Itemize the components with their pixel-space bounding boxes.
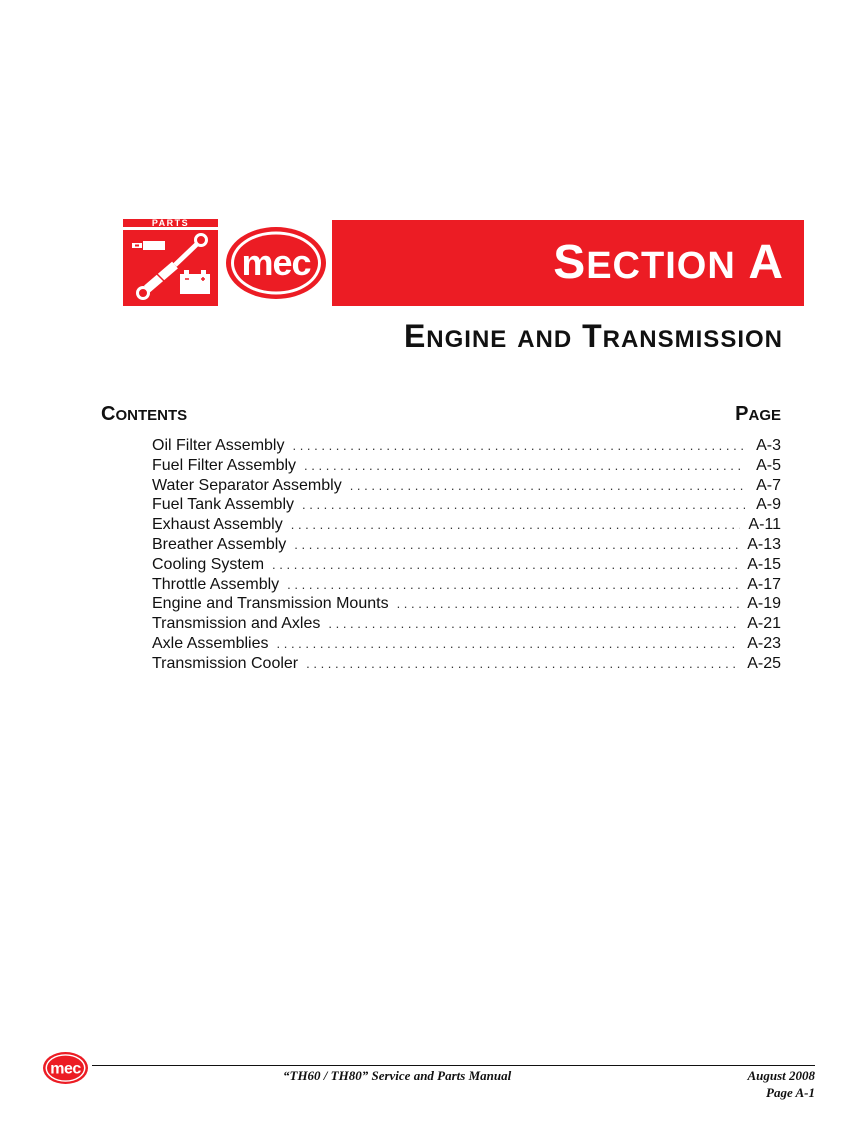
toc-entry-title: Transmission Cooler bbox=[152, 654, 299, 672]
footer-page-number: Page A-1 bbox=[766, 1085, 815, 1100]
toc-entry-title: Breather Assembly bbox=[152, 535, 287, 553]
toc-entry-title: Fuel Tank Assembly bbox=[152, 496, 294, 514]
toc-entry-page: A-3 bbox=[756, 437, 781, 454]
toc-entry-title: Fuel Filter Assembly bbox=[152, 456, 297, 474]
toc-entry-page: A-19 bbox=[747, 595, 781, 613]
mec-logo bbox=[224, 225, 328, 301]
toc-entry-title: Engine and Transmission Mounts bbox=[152, 595, 389, 613]
footer-manual-title: “TH60 / TH80” Service and Parts Manual bbox=[283, 1068, 512, 1083]
toc-entry[interactable] bbox=[152, 535, 781, 555]
section-title: SECTION A bbox=[553, 236, 784, 289]
toc-leader-dots bbox=[291, 515, 741, 535]
toc-leader-dots bbox=[277, 634, 740, 654]
parts-wrench-icon bbox=[123, 219, 218, 306]
toc-leader-dots bbox=[302, 495, 745, 515]
toc-leader-dots bbox=[292, 436, 745, 456]
toc-entry-title: Throttle Assembly bbox=[152, 575, 280, 593]
toc-entry-page: A-5 bbox=[756, 456, 781, 474]
chapter-title: ENGINE AND TRANSMISSION bbox=[403, 318, 783, 354]
footer-mec-logo bbox=[42, 1051, 89, 1085]
toc-leader-dots bbox=[350, 476, 745, 496]
toc-entry-page: A-7 bbox=[756, 476, 781, 494]
footer-divider bbox=[92, 1065, 815, 1066]
toc-entry-title: Cooling System bbox=[152, 555, 265, 573]
parts-badge-label: PARTS bbox=[151, 219, 190, 229]
toc-entry-page: A-15 bbox=[747, 555, 781, 573]
toc-entry[interactable] bbox=[152, 515, 781, 535]
toc-entry-page: A-23 bbox=[747, 634, 781, 652]
toc-leader-dots bbox=[272, 555, 739, 575]
contents-heading: CONTENTS bbox=[101, 403, 188, 425]
toc-entry-page: A-13 bbox=[747, 535, 781, 553]
toc-entry[interactable] bbox=[152, 575, 781, 595]
toc-entry-title: Water Separator Assembly bbox=[152, 476, 342, 494]
toc-entry-title: Axle Assemblies bbox=[152, 634, 269, 652]
toc-entry[interactable] bbox=[152, 614, 781, 634]
page-column-heading: PAGE bbox=[735, 403, 781, 425]
toc-leader-dots bbox=[304, 456, 745, 476]
toc-entry-page: A-25 bbox=[747, 654, 781, 672]
toc-leader-dots bbox=[397, 594, 740, 614]
toc-entry-title: Exhaust Assembly bbox=[152, 516, 283, 534]
toc-entry-page: A-21 bbox=[747, 615, 781, 633]
toc-entry-page: A-11 bbox=[748, 516, 781, 534]
toc-entry[interactable] bbox=[152, 654, 781, 674]
toc-leader-dots bbox=[328, 614, 739, 634]
toc-leader-dots bbox=[306, 654, 739, 674]
toc-entry-title: Oil Filter Assembly bbox=[152, 437, 285, 454]
section-banner bbox=[332, 220, 804, 306]
toc-entry[interactable] bbox=[152, 555, 781, 575]
footer-logo-text: mec bbox=[50, 1060, 81, 1078]
toc-leader-dots bbox=[287, 575, 739, 595]
table-of-contents bbox=[152, 436, 781, 674]
toc-entry[interactable] bbox=[152, 456, 781, 476]
logo-text: mec bbox=[241, 242, 311, 283]
toc-entry[interactable] bbox=[152, 594, 781, 614]
toc-entry[interactable] bbox=[152, 436, 781, 456]
toc-entry[interactable] bbox=[152, 476, 781, 496]
toc-entry-title: Transmission and Axles bbox=[152, 615, 321, 633]
toc-leader-dots bbox=[294, 535, 739, 555]
toc-entry[interactable] bbox=[152, 634, 781, 654]
toc-entry-page: A-9 bbox=[756, 496, 781, 514]
toc-entry[interactable] bbox=[152, 495, 781, 515]
footer-date: August 2008 bbox=[747, 1068, 815, 1083]
toc-entry-page: A-17 bbox=[747, 575, 781, 593]
